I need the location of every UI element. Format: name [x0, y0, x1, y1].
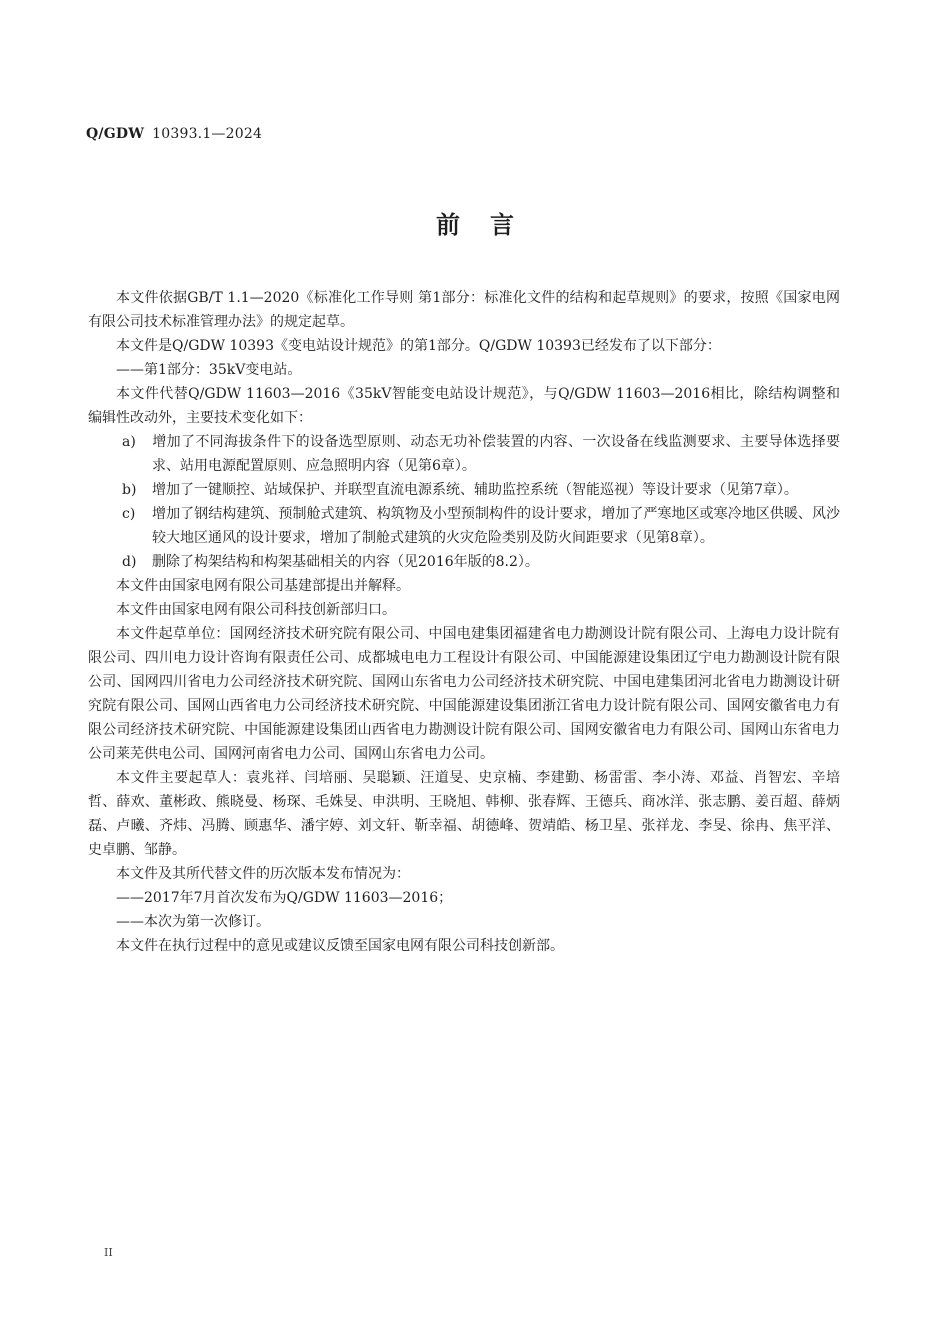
document-code	[86, 126, 262, 142]
list-text: 增加了不同海拔条件下的设备选型原则、动态无功补偿装置的内容、一次设备在线监测要求、主要导体选择要求、站用电源配置原则、应急照明内容（见第6章）。	[152, 434, 840, 474]
page-number: II	[104, 1246, 113, 1259]
list-text: 增加了钢结构建筑、预制舱式建筑、构筑物及小型预制构件的设计要求，增加了严寒地区或寒冷地区供暖、风沙较大地区通风的设计要求，增加了制舱式建筑的火灾危险类别及防火间距要求（见第8章）。	[152, 506, 840, 546]
change-item-c	[88, 502, 840, 550]
paragraph-part-info: 本文件是Q/GDW 10393《变电站设计规范》的第1部分。Q/GDW 10393已经发布了以下部分：	[116, 338, 721, 354]
paragraph-drafting-units: 本文件起草单位：国网经济技术研究院有限公司、中国电建集团福建省电力勘测设计院有限公司、上海电力设计院有限公司、四川电力设计咨询有限责任公司、成都城电电力工程设计有限公司、中国能源建设集团辽宁电力勘测设计院有限公司、国网四川省电力公司经济技术研究院、国网山东省电力公司经济技术研究院、中国电建集团河北省电力勘测设计研究院有限公司、国网山西省电力公司经济技术研究院、中国能源建设集团浙江省电力设计院有限公司、国网安徽省电力有限公司经济技术研究院、中国能源建设集团山西省电力勘测设计院有限公司、国网安徽省电力有限公司、国网山东省电力公司莱芜供电公司、国网河南省电力公司、国网山东省电力公司。	[88, 626, 840, 762]
foreword-body	[88, 286, 840, 958]
paragraph-part-list: ——第1部分：35kV变电站。	[116, 362, 302, 378]
list-marker: c)	[122, 506, 136, 522]
paragraph-history-revision: ——本次为第一次修订。	[116, 914, 270, 930]
paragraph-history-intro: 本文件及其所代替文件的历次版本发布情况为：	[116, 866, 410, 882]
paragraph-centralized: 本文件由国家电网有限公司科技创新部归口。	[116, 602, 396, 618]
list-text: 删除了构架结构和构架基础相关的内容（见2016年版的8.2）。	[152, 554, 539, 570]
list-marker: a)	[122, 434, 136, 450]
change-item-b	[88, 478, 840, 502]
paragraph-replaces: 本文件代替Q/GDW 11603—2016《35kV智能变电站设计规范》，与Q/GDW 11603—2016相比，除结构调整和编辑性改动外，主要技术变化如下：	[88, 386, 840, 426]
change-item-a	[88, 430, 840, 478]
paragraph-drafters: 本文件主要起草人：袁兆祥、闫培丽、吴聪颖、汪道旻、史京楠、李建勤、杨雷雷、李小涛、邓益、肖智宏、辛培哲、薛欢、董彬政、熊晓曼、杨琛、毛姝旻、申洪明、王晓旭、韩柳、张春辉、王德兵、商冰洋、张志鹏、姜百超、薛炳磊、卢曦、齐炜、冯腾、顾惠华、潘宇婷、刘文轩、靳幸福、胡德峰、贺靖皓、杨卫星、张祥龙、李旻、徐冉、焦平洋、史卓鹏、邹静。	[88, 770, 840, 858]
list-marker: d)	[122, 554, 137, 570]
paragraph-feedback: 本文件在执行过程中的意见或建议反馈至国家电网有限公司科技创新部。	[116, 938, 564, 954]
change-item-d	[88, 550, 840, 574]
list-text: 增加了一键顺控、站域保护、并联型直流电源系统、辅助监控系统（智能巡视）等设计要求（见第7章）。	[152, 482, 798, 498]
list-marker: b)	[122, 482, 137, 498]
page-title: 前言	[436, 211, 544, 239]
paragraph-proposer: 本文件由国家电网有限公司基建部提出并解释。	[116, 578, 410, 594]
paragraph-history-first: ——2017年7月首次发布为Q/GDW 11603—2016；	[116, 890, 453, 906]
standard-code: Q/GDW	[86, 126, 145, 142]
standard-number: 10393.1—2024	[152, 126, 263, 142]
paragraph-basis: 本文件依据GB/T 1.1—2020《标准化工作导则 第1部分：标准化文件的结构和起草规则》的要求，按照《国家电网有限公司技术标准管理办法》的规定起草。	[88, 290, 840, 330]
